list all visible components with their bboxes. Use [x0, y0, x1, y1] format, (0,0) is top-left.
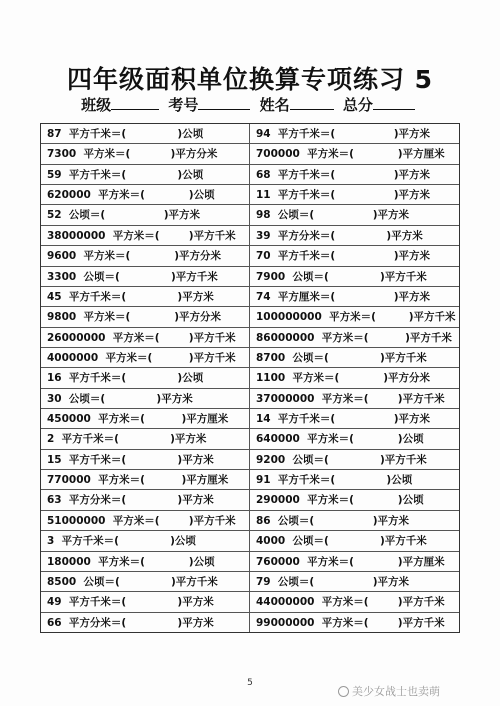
- exercise-right: 1100 平方米＝( )平方分米: [250, 368, 459, 388]
- page-title: 四年级面积单位换算专项练习 5: [66, 65, 434, 94]
- exercise-left: 7300 平方米＝( )平方分米: [41, 144, 250, 164]
- score-label: 总分: [342, 96, 373, 114]
- exercise-right: 640000 平方米＝( )公顷: [250, 429, 459, 449]
- exercise-right: 91 平方千米＝( )公顷: [250, 470, 459, 490]
- watermark: [338, 683, 440, 699]
- exercise-right: 700000 平方米＝( )平方厘米: [250, 144, 459, 164]
- exercise-left: 51000000 平方米＝( )平方千米: [41, 511, 250, 531]
- exercise-right: 86000000 平方米＝( )平方千米: [250, 328, 459, 348]
- page-number: 5: [247, 678, 253, 688]
- exercise-right: 760000 平方米＝( )平方厘米: [250, 552, 459, 572]
- exercise-left: 26000000 平方米＝( )平方千米: [41, 328, 250, 348]
- exercise-left: 3 平方千米＝( )公顷: [41, 531, 250, 551]
- exercise-left: 770000 平方米＝( )平方厘米: [41, 470, 250, 490]
- exercise-right: 11 平方千米＝( )平方米: [250, 185, 459, 205]
- exercise-left: 620000 平方米＝( )公顷: [41, 185, 250, 205]
- exercise-left: 87 平方千米＝( )公顷: [41, 124, 250, 144]
- class-label: 班级: [81, 96, 112, 114]
- id-blank: [198, 94, 250, 110]
- name-blank: [290, 94, 334, 110]
- exercise-left: 45 平方千米＝( )平方米: [41, 287, 250, 307]
- exercise-left: 49 平方千米＝( )平方米: [41, 592, 250, 612]
- exercise-right: 14 平方千米＝( )平方米: [250, 409, 459, 429]
- exercise-right: 7900 公顷＝( )平方千米: [250, 267, 459, 287]
- name-label: 姓名: [259, 96, 290, 114]
- exercise-right: 8700 公顷＝( )平方千米: [250, 348, 459, 368]
- watermark-text: 美少女战士也卖萌: [352, 685, 440, 698]
- exercise-left: 9600 平方米＝( )平方分米: [41, 246, 250, 266]
- score-blank: [373, 94, 415, 110]
- exercise-left: 4000000 平方米＝( )平方千米: [41, 348, 250, 368]
- exercise-right: 79 公顷＝( )平方米: [250, 572, 459, 592]
- exercise-left: 16 平方千米＝( )公顷: [41, 368, 250, 388]
- exercise-left: 8500 公顷＝( )平方千米: [41, 572, 250, 592]
- exercise-left: 3300 公顷＝( )平方千米: [41, 267, 250, 287]
- exercise-right: 290000 平方米＝( )公顷: [250, 490, 459, 510]
- exercise-left: 66 平方分米＝( )平方米: [41, 613, 250, 632]
- exercise-left: 2 平方千米＝( )平方米: [41, 429, 250, 449]
- exercise-right: 74 平方厘米＝( )平方米: [250, 287, 459, 307]
- exercise-left: 30 公顷＝( )平方米: [41, 389, 250, 409]
- exercise-table: [40, 123, 460, 633]
- exercise-left: 9800 平方米＝( )平方分米: [41, 307, 250, 327]
- exercise-left: 15 平方千米＝( )平方米: [41, 450, 250, 470]
- exercise-right: 9200 公顷＝( )平方千米: [250, 450, 459, 470]
- class-blank: [111, 94, 159, 110]
- exercise-right: 39 平方分米＝( )平方米: [250, 226, 459, 246]
- exercise-left: 63 平方分米＝( )平方米: [41, 490, 250, 510]
- exercise-right: 100000000 平方米＝( )平方千米: [250, 307, 459, 327]
- student-info-line: [0, 94, 500, 115]
- exercise-left: 59 平方千米＝( )公顷: [41, 165, 250, 185]
- exercise-left: 450000 平方米＝( )平方厘米: [41, 409, 250, 429]
- id-label: 考号: [168, 96, 199, 114]
- exercise-right: 44000000 平方米＝( )平方千米: [250, 592, 459, 612]
- exercise-right: 86 公顷＝( )平方米: [250, 511, 459, 531]
- exercise-left: 180000 平方米＝( )公顷: [41, 552, 250, 572]
- exercise-left: 52 公顷＝( )平方米: [41, 205, 250, 225]
- watermark-logo-icon: [338, 686, 349, 697]
- exercise-right: 68 平方千米＝( )平方米: [250, 165, 459, 185]
- exercise-right: 37000000 平方米＝( )平方千米: [250, 389, 459, 409]
- exercise-right: 99000000 平方米＝( )平方千米: [256, 616, 445, 629]
- exercise-right: 4000 公顷＝( )平方千米: [250, 531, 459, 551]
- exercise-right: 94 平方千米＝( )平方米: [250, 124, 459, 144]
- exercise-right: 70 平方千米＝( )平方米: [250, 246, 459, 266]
- exercise-right: 98 公顷＝( )平方米: [250, 205, 459, 225]
- exercise-left: 38000000 平方米＝( )平方千米: [41, 226, 250, 246]
